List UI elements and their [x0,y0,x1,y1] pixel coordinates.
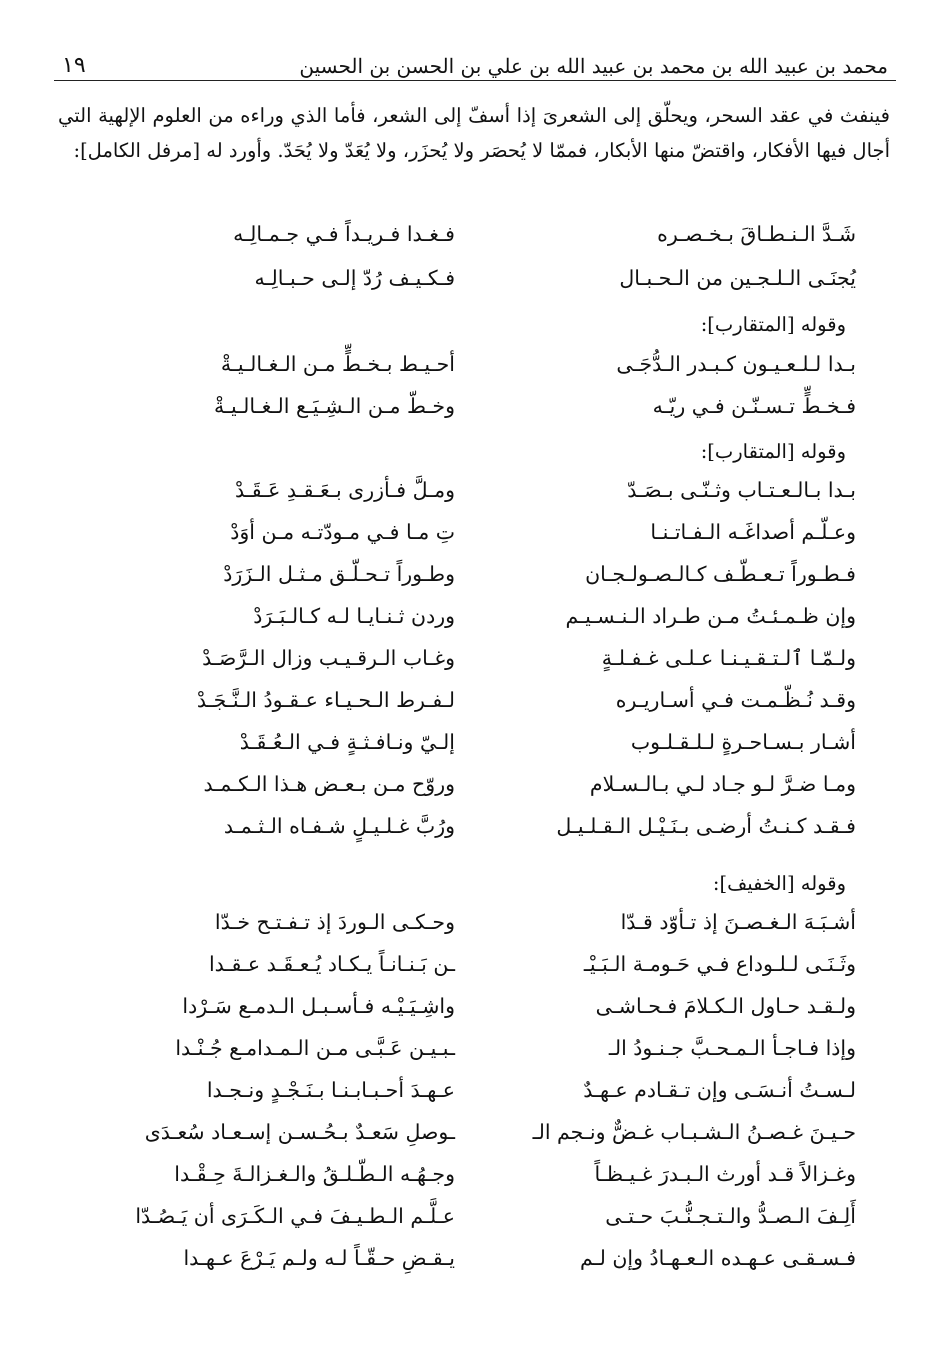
running-header [62,38,888,78]
verse-line [100,1246,856,1291]
verse-second-hemistich: ومـلَّ فـأزرى بـعَـقـدِ عَـقَـدْ [235,478,455,502]
verse-first-hemistich: حـيـنَ غـصـنُ الـشـبـاب غـضٌّ ونـجم الـ [532,1120,856,1144]
verse-second-hemistich: أحـيـط بـخـطٍّ مـن الـغـالـيـةْ [220,352,455,376]
verse-first-hemistich: بـدا لـلـعـيـون كـبـدر الـدُّجَـى [616,352,856,376]
verse-line [100,394,856,439]
verse-first-hemistich: وإذا فـاجـأ الـمـحـبَّ جـنـودُ الـ [608,1036,856,1060]
verse-second-hemistich: ورُبَّ غـلـيـلٍ شـفـاه الـثـمـد [223,814,455,838]
verse-line [100,646,856,691]
verse-line [100,266,856,311]
verse-first-hemistich: شَـدَّ الـنـطـاقَ بـخـصـره [657,222,856,246]
verse-first-hemistich: لـسـتُ أنـسَـى وإن تـقـادم عـهـدٌ [583,1078,856,1102]
verse-line [100,1162,856,1207]
section-label: وقوله [المتقارب]: [700,313,846,336]
verse-line [100,814,856,859]
verse-second-hemistich: يـقـضِ حـقّـاً لـه ولـم يَـرْعَ عـهـدا [183,1246,455,1270]
verse-first-hemistich: ولـقـد حـاول الـكـلامَ فـحـاشـى [595,994,856,1018]
verse-line [100,772,856,817]
verse-first-hemistich: وإن ظـمـئـتُ مـن طـراد الـنـسـيـم [565,604,856,628]
verse-first-hemistich: وثَـنَـى لـلـوداع فـي حَـومـة الـبَـيْـ [583,952,856,976]
verse-line [100,910,856,955]
verse-line [100,478,856,523]
verse-first-hemistich: بـدا بـالـعـتـاب وثـنّـى بـصَـدّ [627,478,856,502]
verse-second-hemistich: فـغـدا فـريـداً فـي جـمـالِـه [233,222,455,246]
verse-first-hemistich: يُجنَـى الـلـجـين من الـحـبـال [619,266,856,290]
verse-second-hemistich: وطـوراً تـحـلّـق مـثـل الـزَرَدْ [223,562,455,586]
verse-second-hemistich: وردن ثـنـايـا لـه كـالـبَـرَدْ [253,604,455,628]
page-number: ١٩ [62,53,86,78]
verse-first-hemistich: أَلِـفَ الـصـدُّ والـتـجـنُّـبَ حـتـى [605,1204,856,1228]
verse-first-hemistich: أشـار بـسـاحـرةٍ لـلـقـلـوب [630,730,856,754]
verse-second-hemistich: وخـطّ مـن الـشِـيَـع الـغـالـيـةْ [213,394,455,418]
verse-first-hemistich: وعـلّـم أصداغَـه الـفـاتـنـا [650,520,856,544]
verse-first-hemistich: وقـد نُـظّـمـت فـي أسـاريـره [615,688,856,712]
verse-second-hemistich: وغـاب الـرقـيـب وزال الـرَّصَـدْ [202,646,455,670]
verse-first-hemistich: ولـمّـا ٱلـتـقـيـنـا عـلـى غـفـلـةٍ [601,646,856,670]
verse-line [100,520,856,565]
verse-line [100,222,856,267]
verse-line [100,730,856,775]
verse-first-hemistich: فـقـد كـنـتُ أرضـى بـنَـيْـل الـقـلـيـل [556,814,856,838]
verse-second-hemistich: وجـهُـه الـطّـلـقُ والـغـزالـةَ حِـقْـدا [174,1162,455,1186]
intro-text: فينفث في عقد السحر، ويحلّق إلى الشعرىَ إذا أسفّ إلى الشعر، فأما الذي وراءه من العلوم الإلهية التي أجال فيها الأفكار، واقتضّ منها الأبكار، فممّا لا يُحصَر ولا يُحزَر، ولا يُعَدّ ولا يُحَدّ. وأورد له [مرفل الكامل]: [58,104,890,162]
verse-second-hemistich: عـلَّـم الـطـيـفَ فـي الـكَـرَى أن يَـصُـدّا [135,1204,455,1228]
verse-second-hemistich: ـبـيـن عَـبَّـى مـن الـمـدامـع جُـنْـدا [175,1036,455,1060]
section-label: وقوله [المتقارب]: [700,440,846,463]
verse-line [100,604,856,649]
verse-line [100,952,856,997]
verse-second-hemistich: تِ مـا فـي مـودّتـه مـن أوَدْ [230,520,455,544]
verse-first-hemistich: فـطـوراً تـعـطّـف كـالـصـولـجـان [585,562,856,586]
running-title: محمد بن عبيد الله بن محمد بن عبيد الله بن علي بن الحسن بن الحسين [299,54,888,78]
verse-line [100,352,856,397]
verse-second-hemistich: وروّح مـن بـعـض هـذا الـكـمـد [203,772,455,796]
verse-line [100,994,856,1039]
verse-second-hemistich: ـوصلِ سَعـدٌ بـحُـسـن إسـعـاد سُعـدَى [144,1120,455,1144]
verse-second-hemistich: إلـيّ ونـافـثـةٍ فـي الـعُـقَـدْ [239,730,455,754]
verse-line [100,688,856,733]
verse-second-hemistich: فـكـيـف رُدّ إلـى حـبـالِـه [254,266,455,290]
verse-first-hemistich: فـخـطٍّ تـسـنّـن فـي ريّـه [652,394,856,418]
verse-second-hemistich: لـفـرط الـحـيـاء عـقـودُ الـنَّـجَـدْ [196,688,455,712]
verse-second-hemistich: عـهـدَ أحـبـابـنـا بـنَـجْـدٍ ونـجـدا [206,1078,455,1102]
verse-first-hemistich: فـسـقـى عـهـده الـعـهـادُ وإن لـم [579,1246,856,1270]
verse-second-hemistich: وحـكـى الـوردَ إذ تـفـتـح خـدّا [214,910,455,934]
verse-line [100,562,856,607]
verse-second-hemistich: ـن بَـنـانـاً يـكـاد يُـعـقَـد عـقـدا [208,952,455,976]
verse-first-hemistich: أشـبَـهَ الـغـصـنَ إذ تـأوّد قـدّا [620,910,856,934]
intro-paragraph [58,98,890,168]
verse-second-hemistich: واشِـيَـيْـه فـأسـبـل الـدمـع سَـرْدا [182,994,455,1018]
header-rule [54,80,896,81]
verse-first-hemistich: وغـزالاً قـد أورث الـبـدرَ غـيـظـاً [594,1162,856,1186]
verse-line [100,1036,856,1081]
section-label: وقوله [الخفيف]: [712,872,846,895]
verse-first-hemistich: ومـا ضـرَّ لـو جـاد لـي بـالـسـلام [589,772,856,796]
verse-line [100,1204,856,1249]
verse-line [100,1078,856,1123]
verse-line [100,1120,856,1165]
